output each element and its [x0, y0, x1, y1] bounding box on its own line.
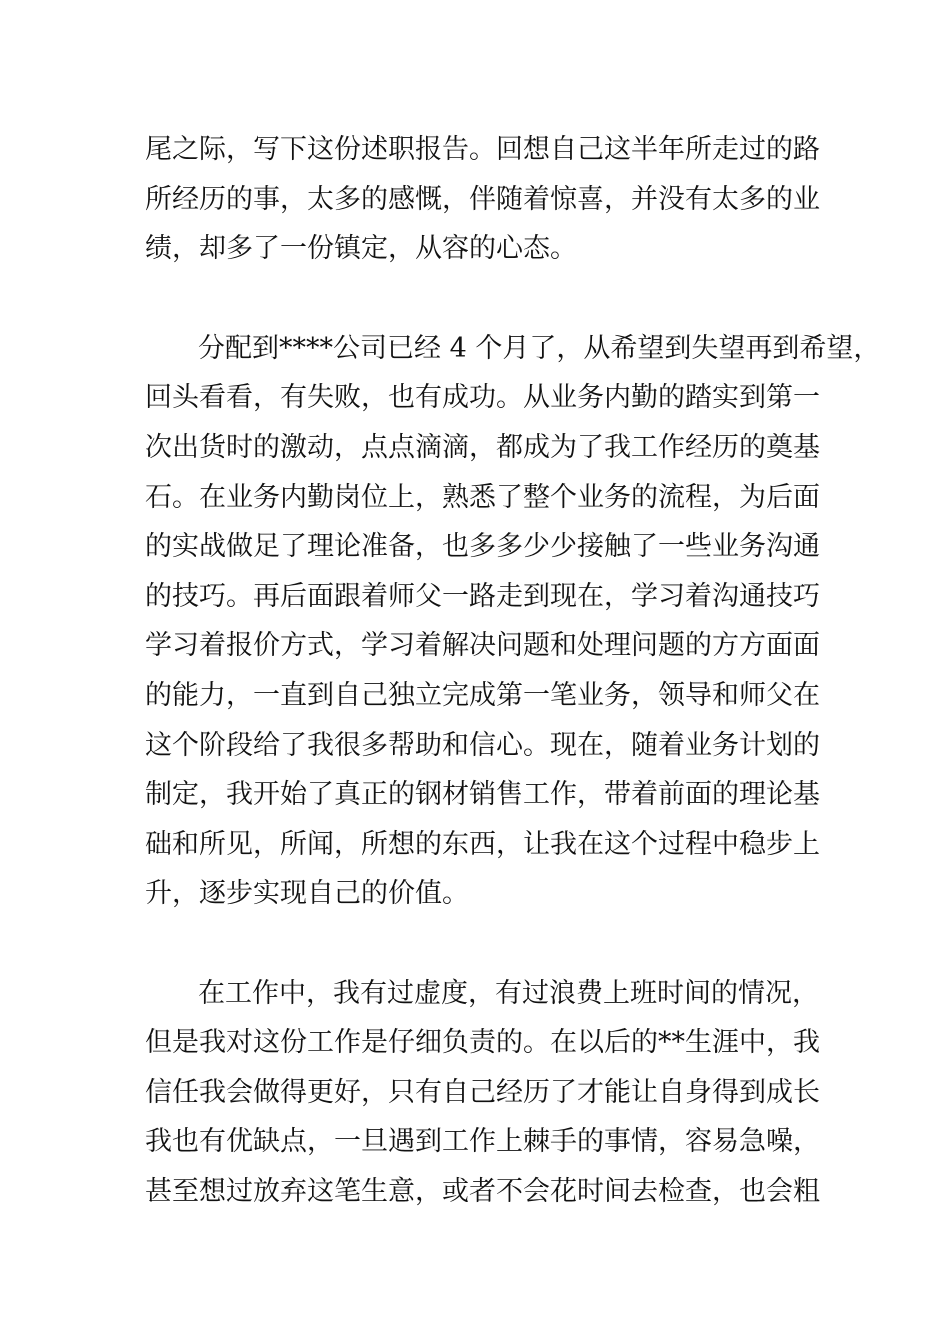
- text-line: 在工作中，我有过虚度，有过浪费上班时间的情况，: [198, 978, 819, 1009]
- text-line: 础和所见，所闻，所想的东西，让我在这个过程中稳步上: [145, 829, 820, 860]
- text-line: 这个阶段给了我很多帮助和信心。现在，随着业务计划的: [145, 730, 820, 761]
- text-line: 甚至想过放弃这笔生意，或者不会花时间去检查，也会粗: [145, 1176, 820, 1207]
- text-line: 次出货时的激动，点点滴滴，都成为了我工作经历的奠基: [145, 432, 820, 463]
- text-line: 升，逐步实现自己的价值。: [145, 878, 469, 909]
- text-line: 但是我对这份工作是仔细负责的。在以后的**生涯中，我: [145, 1027, 820, 1058]
- text-line: 尾之际，写下这份述职报告。回想自己这半年所走过的路: [145, 134, 820, 165]
- text-line: 学习着报价方式，学习着解决问题和处理问题的方方面面: [145, 630, 820, 661]
- text-line: 的能力，一直到自己独立完成第一笔业务，领导和师父在: [145, 680, 820, 711]
- text-line: 回头看看，有失败，也有成功。从业务内勤的踏实到第一: [145, 382, 820, 413]
- text-line: 的实战做足了理论准备，也多多少少接触了一些业务沟通: [145, 531, 820, 562]
- text-line: 石。在业务内勤岗位上，熟悉了整个业务的流程，为后面: [145, 482, 820, 513]
- text-line: 的技巧。再后面跟着师父一路走到现在，学习着沟通技巧: [145, 581, 820, 612]
- text-line: 所经历的事，太多的感慨，伴随着惊喜，并没有太多的业: [145, 184, 820, 215]
- text-line: 绩，却多了一份镇定，从容的心态。: [145, 233, 577, 264]
- text-line: 制定，我开始了真正的钢材销售工作，带着前面的理论基: [145, 779, 820, 810]
- text-line: 我也有优缺点，一旦遇到工作上棘手的事情，容易急噪，: [145, 1126, 820, 1157]
- text-line: 信任我会做得更好，只有自己经历了才能让自身得到成长: [145, 1077, 820, 1108]
- text-line: 分配到****公司已经 4 个月了，从希望到失望再到希望，: [198, 333, 881, 364]
